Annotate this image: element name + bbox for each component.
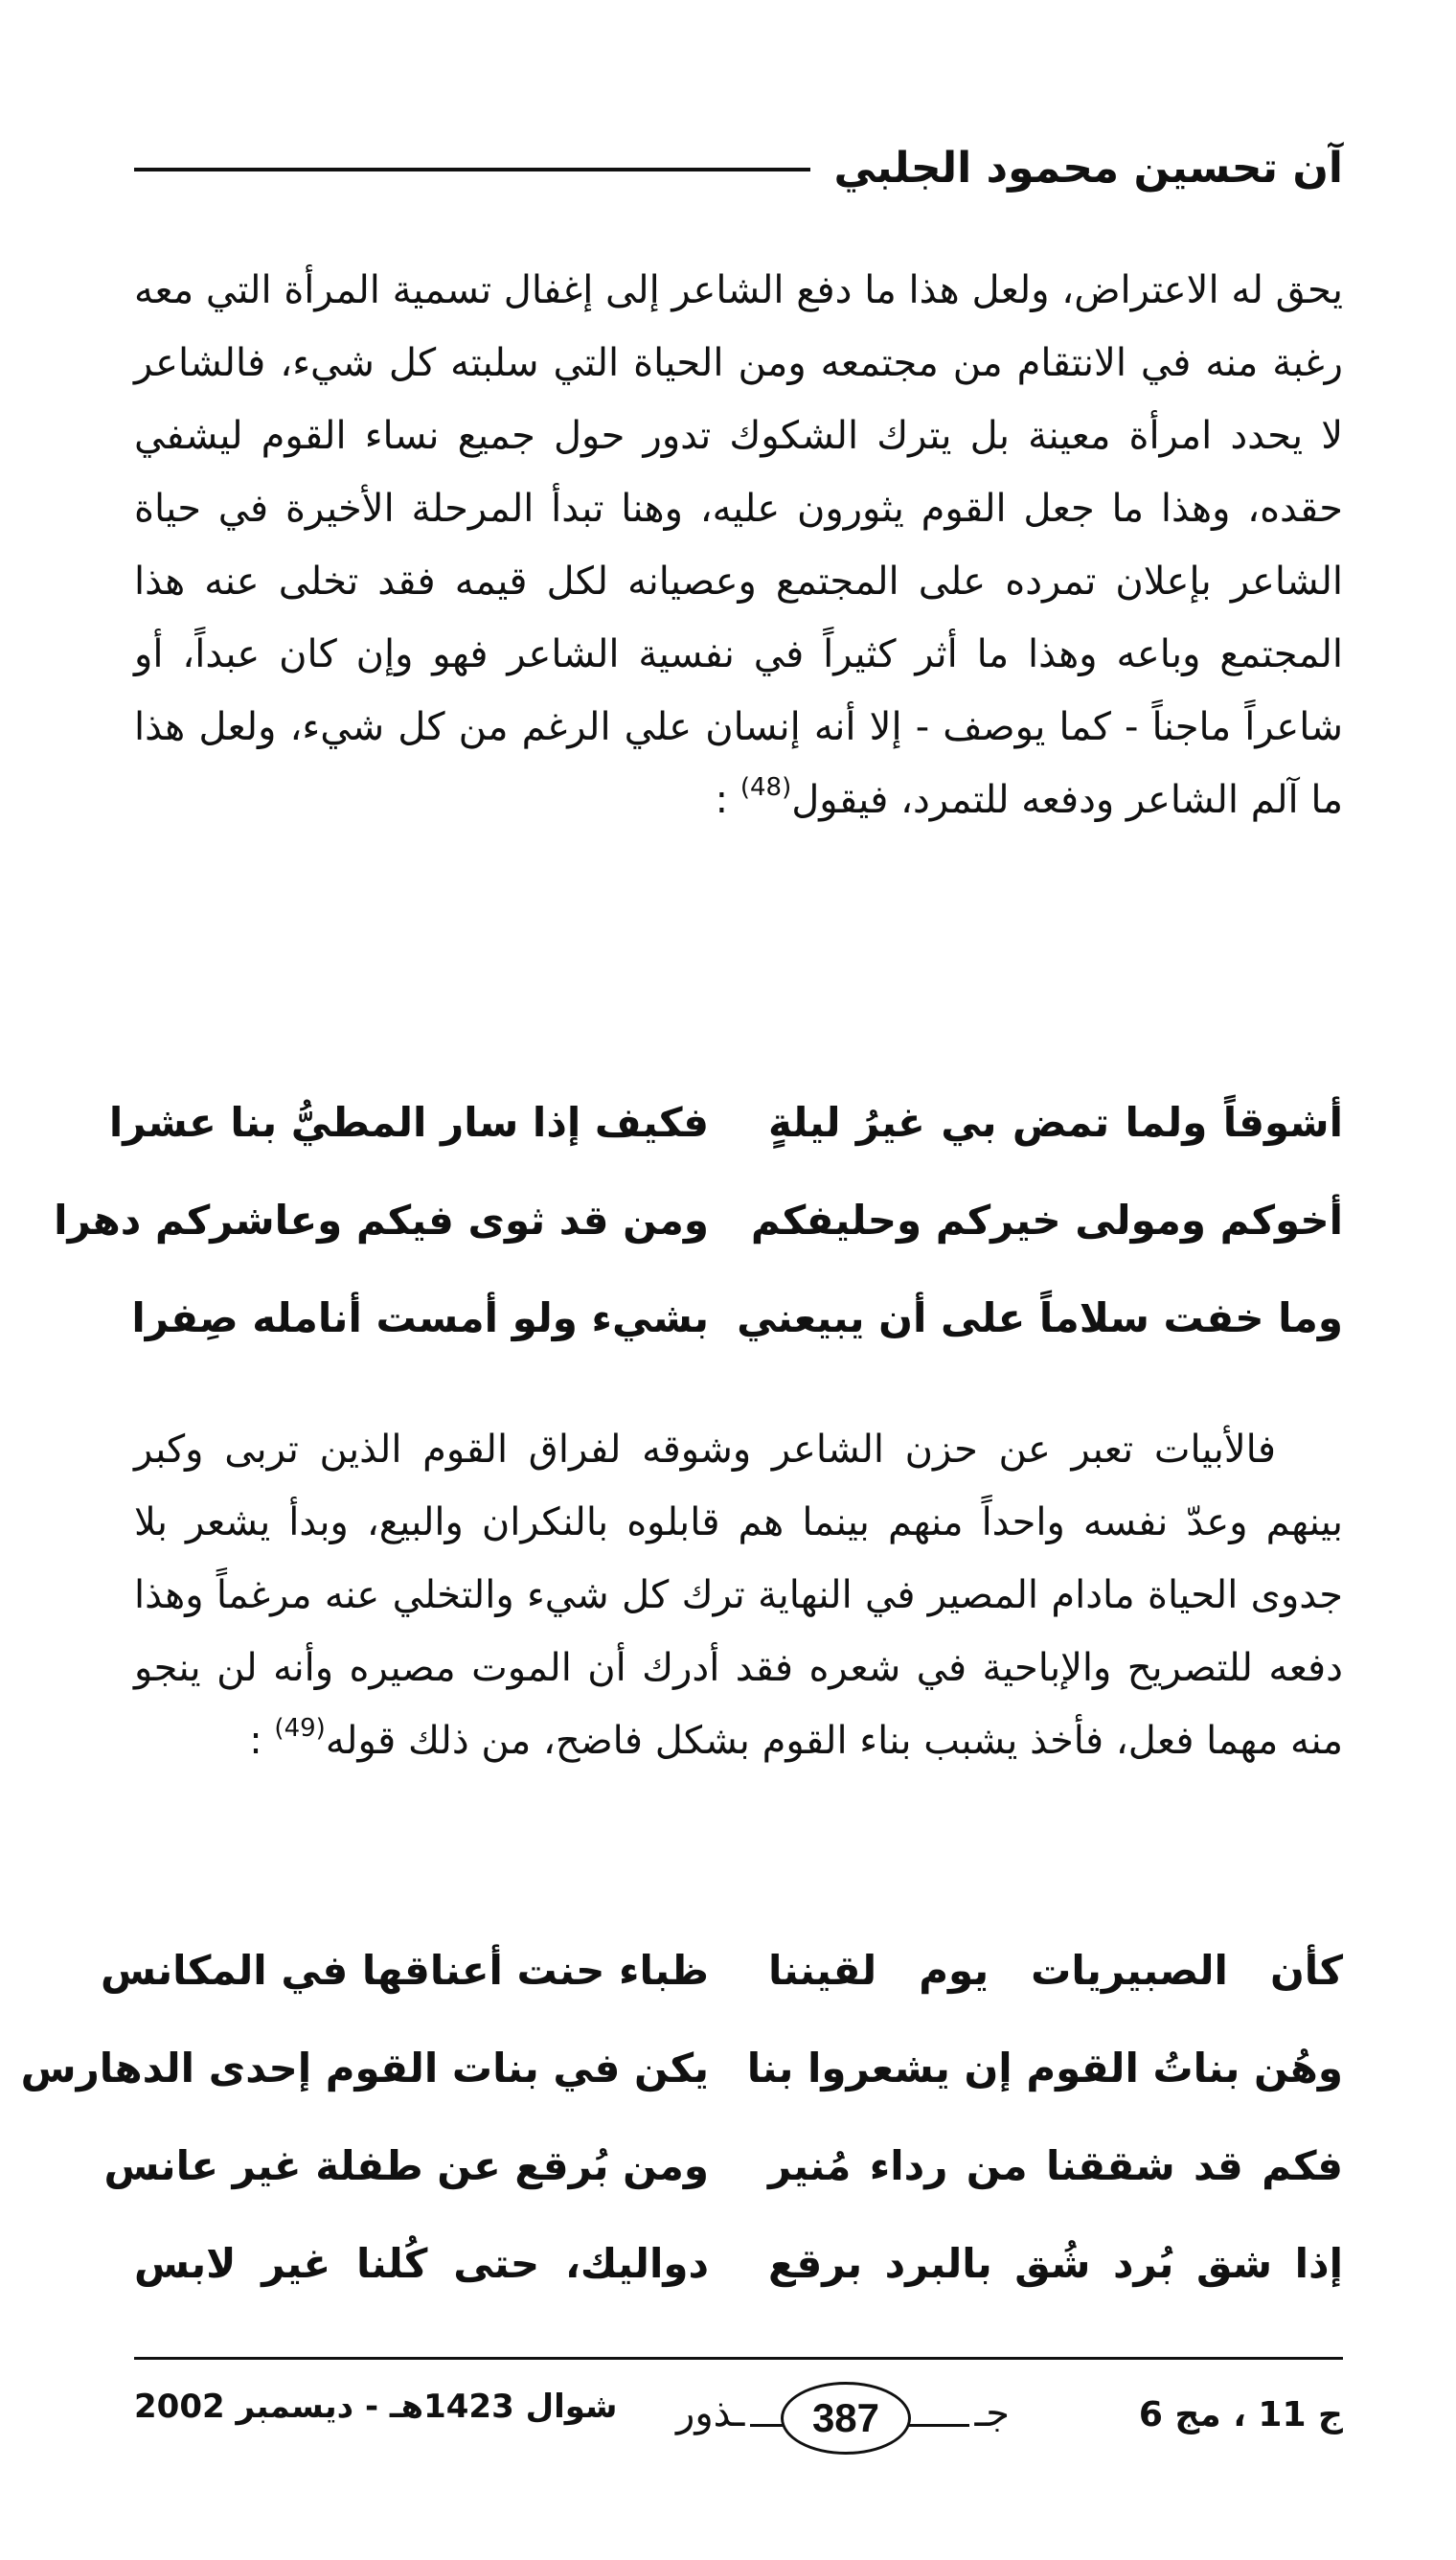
verse-line — [108, 1073, 1343, 1171]
verse-first-hemistich: وما خفت سلاماً على أن يبيعني — [737, 1293, 1343, 1341]
journal-logo — [671, 2374, 1015, 2460]
journal-name-part-right: جـ — [969, 2391, 1015, 2435]
verse-first-hemistich: فكم قد شققنا من رداء مُنير — [768, 2141, 1343, 2189]
header-rule — [134, 168, 810, 171]
verse-line — [131, 1269, 1343, 1366]
poem-block-1 — [54, 1073, 1343, 1366]
paragraph-1-colon: : — [715, 778, 729, 822]
paragraph-1 — [134, 254, 1343, 836]
verse-second-hemistich: دواليك، حتى كُلنا غير لابس — [134, 2239, 709, 2287]
footer-date: شوال 1423هـ - ديسمبر 2002 — [134, 2388, 618, 2426]
verse-second-hemistich: فكيف إذا سار المطيُّ بنا عشرا — [108, 1098, 709, 1146]
footer-volume: ج 11 ، مج 6 — [1138, 2395, 1343, 2434]
verse-line — [20, 2019, 1343, 2116]
paragraph-2-colon: : — [249, 1719, 262, 1763]
footnote-ref-49: (49) — [274, 1714, 326, 1743]
poem-block-2 — [20, 1921, 1343, 2312]
verse-second-hemistich: ومن قد ثوى فيكم وعاشركم دهرا — [54, 1196, 709, 1244]
verse-first-hemistich: إذا شق بُرد شُق بالبرد برقع — [768, 2239, 1343, 2287]
verse-second-hemistich: ومن بُرقع عن طفلة غير عانس — [103, 2141, 709, 2189]
verse-line — [54, 1171, 1343, 1269]
verse-second-hemistich: ظباء حنت أعناقها في المكانس — [101, 1946, 709, 1994]
footer-rule — [134, 2357, 1343, 2360]
verse-second-hemistich: بشيء ولو أمست أنامله صِفرا — [131, 1293, 709, 1341]
verse-line — [101, 1921, 1343, 2019]
journal-name-part-left: ـذور — [671, 2391, 750, 2435]
header-title: آن تحسين محمود الجلبي — [833, 143, 1343, 193]
verse-line — [103, 2116, 1343, 2214]
verse-first-hemistich: وهُن بناتُ القوم إن يشعروا بنا — [746, 2044, 1343, 2091]
verse-line — [134, 2214, 1343, 2312]
footnote-ref-48: (48) — [739, 773, 792, 802]
paragraph-1-text: يحق له الاعتراض، ولعل هذا ما دفع الشاعر إلى إغفال تسمية المرأة التي معه رغبة منه في الانتقام من مجتمعه ومن الحياة التي سلبته كل شيء، فالشاعر لا يحدد امرأة معينة بل يترك الشكوك تدور حول جميع نساء القوم ليشفي حقده، وهذا ما جعل القوم يثورون عليه، وهنا تبدأ المرحلة الأخيرة في حياة الشاعر بإعلان تمرده على المجتمع وعصيانه لكل قيمه فقد تخلى عنه هذا المجتمع وباعه وهذا ما أثر كثيراً في نفسية الشاعر فهو وإن كان عبداً، أو شاعراً ماجناً - كما يوصف - إلا أنه إنسان علي الرغم من كل شيء، ولعل هذا ما آلم الشاعر ودفعه للتمرد، فيقول — [134, 268, 1343, 822]
verse-first-hemistich: كأن الصبيريات يوم لقيننا — [768, 1946, 1343, 1994]
running-footer — [134, 2366, 1343, 2472]
paragraph-2-text: فالأبيات تعبر عن حزن الشاعر وشوقه لفراق القوم الذين تربى وكبر بينهم وعدّ نفسه واحداً منهم بينما هم قابلوه بالنكران والبيع، وبدأ يشعر بلا جدوى الحياة مادام المصير في النهاية ترك كل شيء والتخلي عنه مرغماً وهذا دفعه للتصريح والإباحية في شعره فقد أدرك أن الموت مصيره وأنه لن ينجو منه مهما فعل، فأخذ يشبب بناء القوم بشكل فاضح، من ذلك قوله — [134, 1428, 1343, 1763]
paragraph-2 — [134, 1413, 1343, 1777]
page-number: 387 — [781, 2382, 911, 2455]
verse-first-hemistich: أشوقاً ولما تمض بي غيرُ ليلةٍ — [768, 1098, 1343, 1146]
running-header — [134, 125, 1343, 211]
verse-second-hemistich: يكن في بنات القوم إحدى الدهارس — [20, 2044, 709, 2091]
verse-first-hemistich: أخوكم ومولى خيركم وحليفكم — [750, 1196, 1343, 1244]
